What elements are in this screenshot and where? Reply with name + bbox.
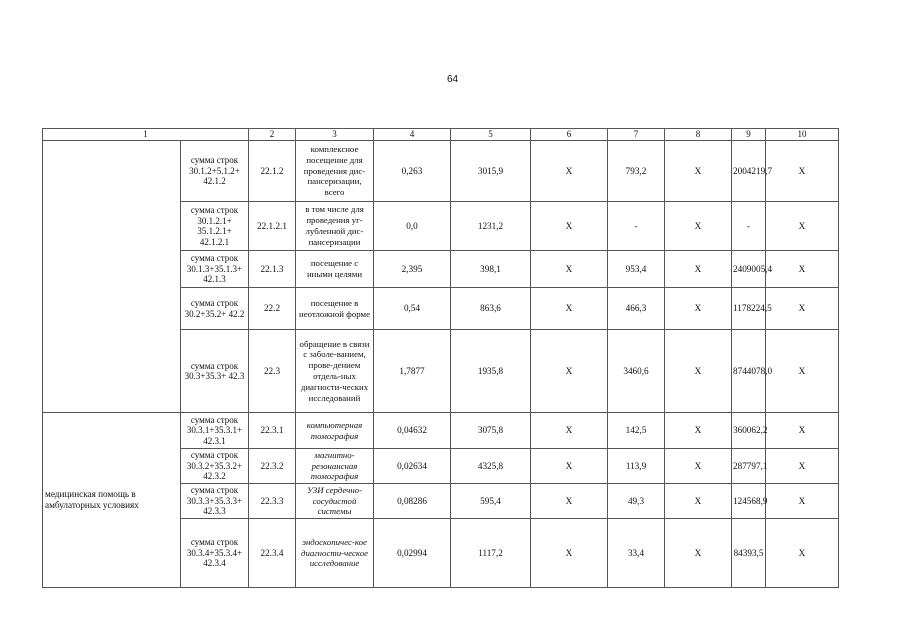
header-cell-4: 4	[374, 129, 451, 141]
sum-cell: сумма строк 30.3.2+35.3.2+ 42.3.2	[181, 449, 249, 484]
value-cell-4: 0,54	[374, 288, 451, 330]
value-cell-7: -	[608, 202, 665, 251]
table-row	[43, 141, 839, 202]
value-cell-9: 2004219,7	[732, 141, 766, 202]
description-cell: посещение с иными целями	[296, 251, 374, 288]
value-cell-7: 142,5	[608, 413, 665, 449]
sum-cell: сумма строк 30.3+35.3+ 42.3	[181, 330, 249, 413]
table-body	[43, 129, 839, 588]
value-cell-10: X	[766, 413, 839, 449]
sum-cell: сумма строк 30.1.2.1+ 35.1.2.1+ 42.1.2.1	[181, 202, 249, 251]
code-cell: 22.3	[249, 330, 296, 413]
value-cell-9: -	[732, 202, 766, 251]
value-cell-4: 0,02994	[374, 519, 451, 588]
value-cell-10: X	[766, 141, 839, 202]
sum-cell: сумма строк 30.1.2+5.1.2+ 42.1.2	[181, 141, 249, 202]
header-cell-3: 3	[296, 129, 374, 141]
header-cell-2: 2	[249, 129, 296, 141]
value-cell-7: 466,3	[608, 288, 665, 330]
value-cell-10: X	[766, 519, 839, 588]
value-cell-8: X	[665, 484, 732, 519]
code-cell: 22.3.2	[249, 449, 296, 484]
value-cell-7: 113,9	[608, 449, 665, 484]
value-cell-8: X	[665, 202, 732, 251]
value-cell-6: X	[531, 251, 608, 288]
value-cell-9: 360062,2	[732, 413, 766, 449]
code-cell: 22.3.1	[249, 413, 296, 449]
value-cell-6: X	[531, 330, 608, 413]
value-cell-5: 398,1	[451, 251, 531, 288]
value-cell-6: X	[531, 449, 608, 484]
value-cell-8: X	[665, 288, 732, 330]
description-cell: обращение в связи с заболе-ванием, прове-дением отдель-ных диагности-ческих исследований	[296, 330, 374, 413]
value-cell-5: 595,4	[451, 484, 531, 519]
page-number: 64	[446, 74, 459, 85]
sum-cell: сумма строк 30.2+35.2+ 42.2	[181, 288, 249, 330]
header-cell-10: 10	[766, 129, 839, 141]
value-cell-7: 33,4	[608, 519, 665, 588]
value-cell-9: 124568,9	[732, 484, 766, 519]
value-cell-10: X	[766, 484, 839, 519]
header-cell-5: 5	[451, 129, 531, 141]
value-cell-5: 3075,8	[451, 413, 531, 449]
value-cell-8: X	[665, 330, 732, 413]
sum-cell: сумма строк 30.3.4+35.3.4+ 42.3.4	[181, 519, 249, 588]
description-cell: магнитно-резонансная томография	[296, 449, 374, 484]
description-cell: посещение в неотложной форме	[296, 288, 374, 330]
value-cell-4: 0,04632	[374, 413, 451, 449]
value-cell-7: 953,4	[608, 251, 665, 288]
value-cell-10: X	[766, 251, 839, 288]
value-cell-10: X	[766, 330, 839, 413]
table-row	[43, 413, 839, 449]
group-label-cell: медицинская помощь в амбулаторных условиях	[43, 413, 181, 588]
value-cell-10: X	[766, 449, 839, 484]
value-cell-5: 3015,9	[451, 141, 531, 202]
value-cell-5: 1117,2	[451, 519, 531, 588]
value-cell-9: 84393,5	[732, 519, 766, 588]
value-cell-8: X	[665, 519, 732, 588]
value-cell-6: X	[531, 288, 608, 330]
value-cell-10: X	[766, 202, 839, 251]
data-table	[42, 128, 839, 588]
group-cell-empty	[43, 141, 181, 413]
value-cell-6: X	[531, 141, 608, 202]
header-cell-6: 6	[531, 129, 608, 141]
value-cell-4: 0,02634	[374, 449, 451, 484]
header-cell-7: 7	[608, 129, 665, 141]
value-cell-6: X	[531, 519, 608, 588]
header-cell-8: 8	[665, 129, 732, 141]
value-cell-6: X	[531, 484, 608, 519]
description-cell: комплексное посещение для проведения дис-пансеризации, всего	[296, 141, 374, 202]
value-cell-9: 287797,1	[732, 449, 766, 484]
code-cell: 22.2	[249, 288, 296, 330]
value-cell-8: X	[665, 449, 732, 484]
header-row	[43, 129, 839, 141]
value-cell-7: 3460,6	[608, 330, 665, 413]
sum-cell: сумма строк 30.1.3+35.1.3+ 42.1.3	[181, 251, 249, 288]
value-cell-7: 793,2	[608, 141, 665, 202]
description-cell: компьютерная томография	[296, 413, 374, 449]
value-cell-4: 0,08286	[374, 484, 451, 519]
value-cell-10: X	[766, 288, 839, 330]
value-cell-6: X	[531, 202, 608, 251]
value-cell-9: 1178224,5	[732, 288, 766, 330]
code-cell: 22.1.3	[249, 251, 296, 288]
header-cell-9: 9	[732, 129, 766, 141]
value-cell-4: 0,0	[374, 202, 451, 251]
value-cell-8: X	[665, 413, 732, 449]
value-cell-5: 1231,2	[451, 202, 531, 251]
code-cell: 22.3.4	[249, 519, 296, 588]
value-cell-4: 1,7877	[374, 330, 451, 413]
sum-cell: сумма строк 30.3.1+35.3.1+ 42.3.1	[181, 413, 249, 449]
value-cell-8: X	[665, 251, 732, 288]
code-cell: 22.1.2	[249, 141, 296, 202]
value-cell-4: 2,395	[374, 251, 451, 288]
code-cell: 22.3.3	[249, 484, 296, 519]
value-cell-4: 0,263	[374, 141, 451, 202]
value-cell-7: 49,3	[608, 484, 665, 519]
description-cell: УЗИ сердечно-сосудистой системы	[296, 484, 374, 519]
value-cell-6: X	[531, 413, 608, 449]
value-cell-5: 863,6	[451, 288, 531, 330]
header-cell-1: 1	[43, 129, 249, 141]
value-cell-5: 4325,8	[451, 449, 531, 484]
code-cell: 22.1.2.1	[249, 202, 296, 251]
value-cell-9: 8744078,0	[732, 330, 766, 413]
description-cell: эндоскопичес-кое диагности-ческое исследование	[296, 519, 374, 588]
value-cell-9: 2409005,4	[732, 251, 766, 288]
description-cell: в том числе для проведения уг-лубленной дис-пансеризации	[296, 202, 374, 251]
value-cell-8: X	[665, 141, 732, 202]
value-cell-5: 1935,8	[451, 330, 531, 413]
sum-cell: сумма строк 30.3.3+35.3.3+ 42.3.3	[181, 484, 249, 519]
